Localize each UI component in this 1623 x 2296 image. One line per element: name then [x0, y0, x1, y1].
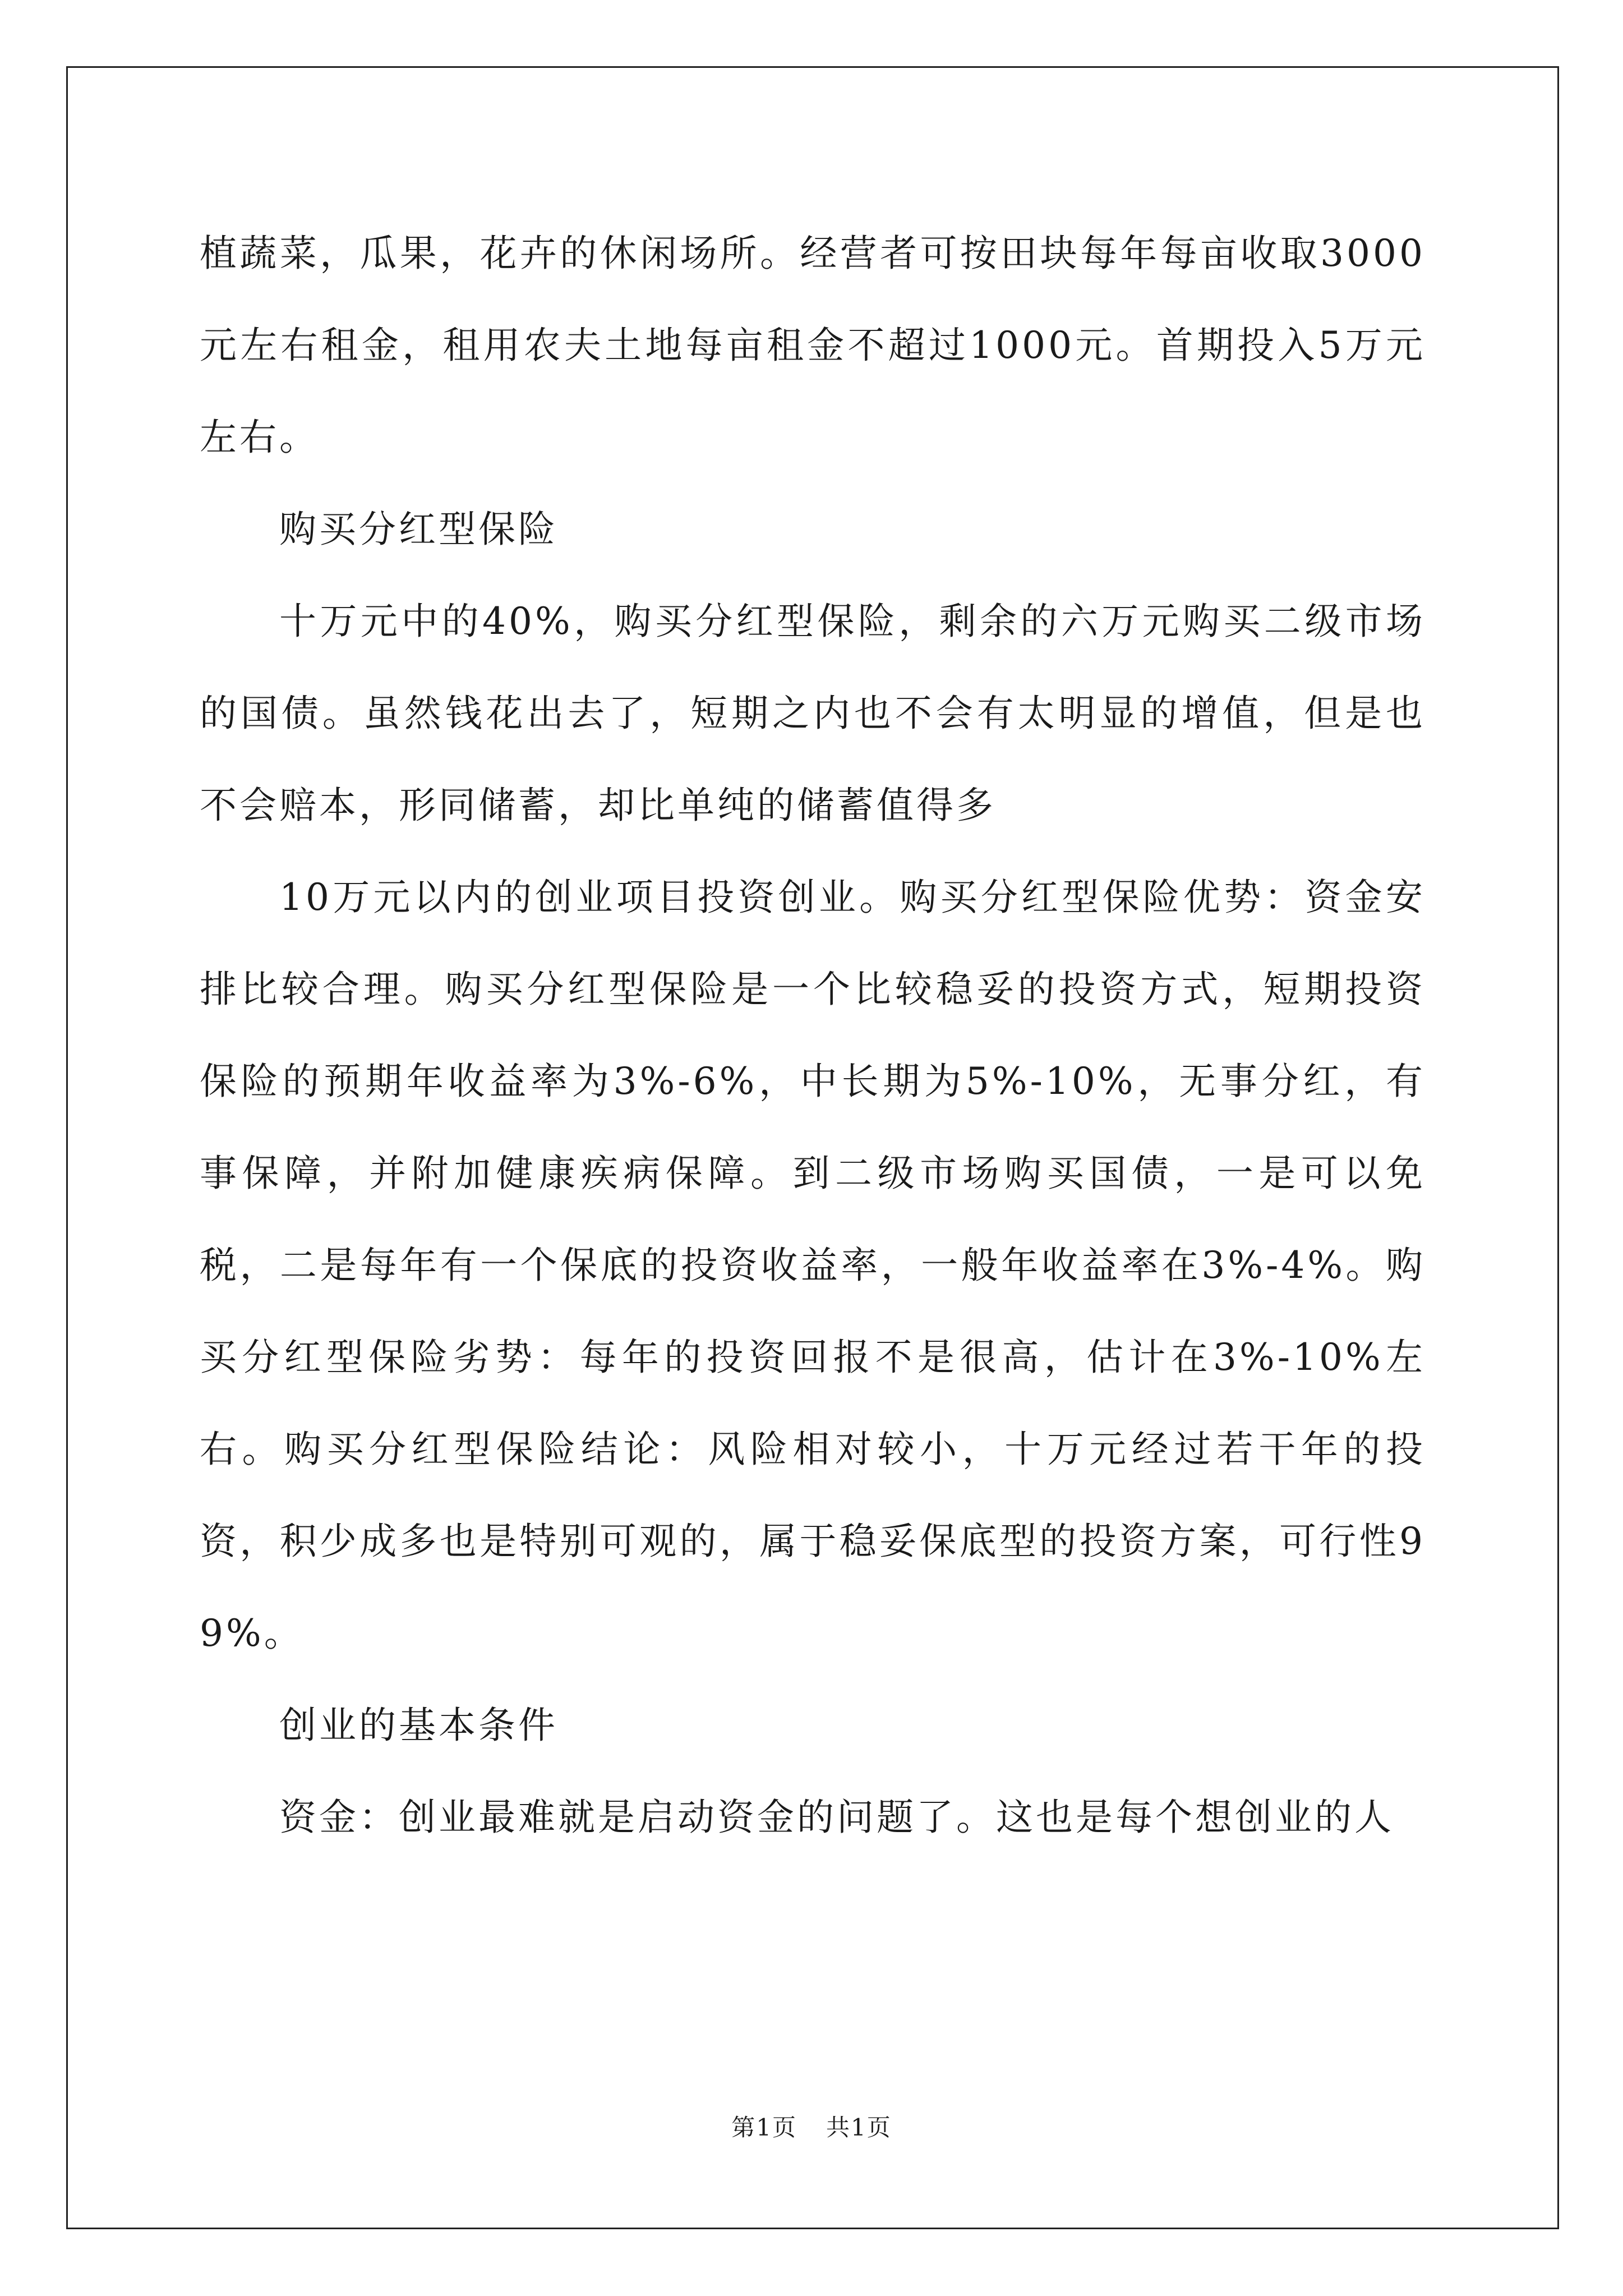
page-number: 第1页 [731, 2114, 797, 2141]
paragraph-capital: 资金：创业最难就是启动资金的问题了。这也是每个想创业的人 [279, 1796, 1394, 1839]
document-body [200, 208, 1426, 1864]
section-heading-basic-conditions: 创业的基本条件 [279, 1704, 558, 1747]
page-total: 共1页 [826, 2114, 892, 2141]
page-footer [0, 2109, 1623, 2143]
paragraph-insurance-analysis: 10万元以内的创业项目投资创业。购买分红型保险优势：资金安排比较合理。购买分红型保险是一个比较稳妥的投资方式，短期投资保险的预期年收益率为3%-6%，中长期为5%-10%，无事分红，有事保障，并附加健康疾病保障。到二级市场购买国债，一是可以免税，二是每年有一个保底的投资收益率，一般年收益率在3%-4%。购买分红型保险劣势：每年的投资回报不是很高，估计在3%-10%左右。购买分红型保险结论：风险相对较小，十万元经过若干年的投资，积少成多也是特别可观的，属于稳妥保底型的投资方案，可行性99%。 [200, 876, 1426, 1655]
paragraph-leisure-farm: 植蔬菜，瓜果，花卉的休闲场所。经营者可按田块每年每亩收取3000元左右租金，租用农夫土地每亩租金不超过1000元。首期投入5万元左右。 [200, 232, 1426, 459]
paragraph-insurance-allocation: 十万元中的40%，购买分红型保险，剩余的六万元购买二级市场的国债。虽然钱花出去了，短期之内也不会有太明显的增值，但是也不会赔本，形同储蓄，却比单纯的储蓄值得多 [200, 600, 1426, 827]
section-heading-insurance: 购买分红型保险 [279, 508, 558, 551]
